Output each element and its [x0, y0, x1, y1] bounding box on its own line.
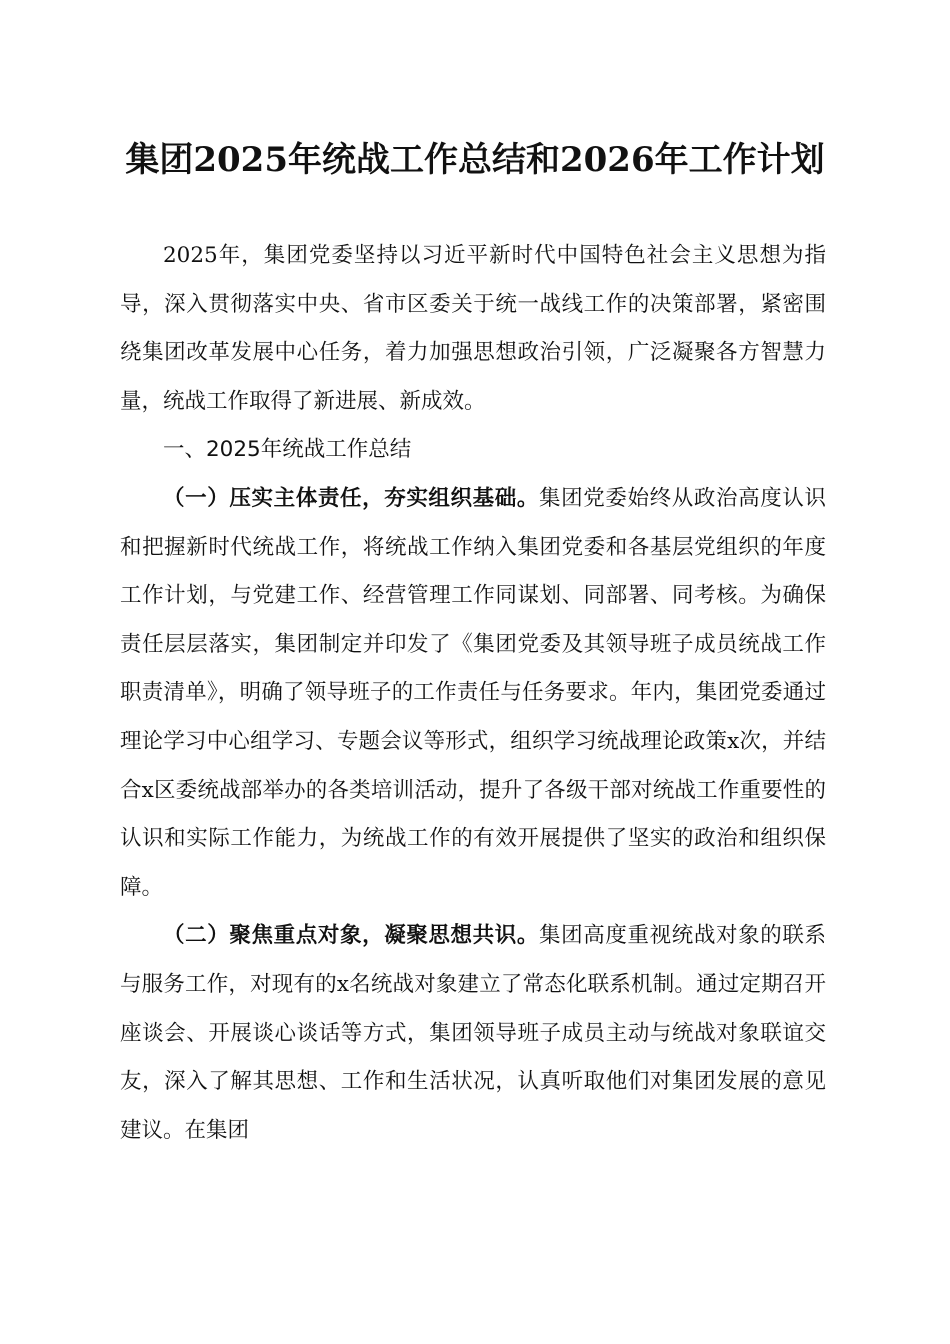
item2-text: 集团高度重视统战对象的联系与服务工作，对现有的x名统战对象建立了常态化联系机制。通过定期召开座谈会、开展谈心谈话等方式，集团领导班子成员主动与统战对象联谊交友，深入了解其思想、工作和生活状况，认真听取他们对集团发展的意见建议。在集团: [120, 923, 826, 1143]
document-body: [120, 232, 826, 1155]
intro-paragraph: 2025年，集团党委坚持以习近平新时代中国特色社会主义思想为指导，深入贯彻落实中央、省市区委关于统一战线工作的决策部署，紧密围绕集团改革发展中心任务，着力加强思想政治引领，广泛凝聚各方智慧力量，统战工作取得了新进展、新成效。: [120, 243, 826, 414]
item1-paragraph: [120, 475, 826, 912]
section-heading: 一、2025年统战工作总结: [163, 437, 412, 463]
item2-lead: （二）聚焦重点对象，凝聚思想共识。: [163, 923, 540, 949]
item1-lead: （一）压实主体责任，夯实组织基础。: [163, 485, 540, 511]
document-title: 集团2025年统战工作总结和2026年工作计划: [125, 140, 825, 180]
item2-paragraph: [120, 912, 826, 1155]
item1-text: 集团党委始终从政治高度认识和把握新时代统战工作，将统战工作纳入集团党委和各基层党组织的年度工作计划，与党建工作、经营管理工作同谋划、同部署、同考核。为确保责任层层落实，集团制定并印发了《集团党委及其领导班子成员统战工作职责清单》，明确了领导班子的工作责任与任务要求。年内，集团党委通过理论学习中心组学习、专题会议等形式，组织学习统战理论政策x次，并结合x区委统战部举办的各类培训活动，提升了各级干部对统战工作重要性的认识和实际工作能力，为统战工作的有效开展提供了坚实的政治和组织保障。: [120, 485, 826, 900]
